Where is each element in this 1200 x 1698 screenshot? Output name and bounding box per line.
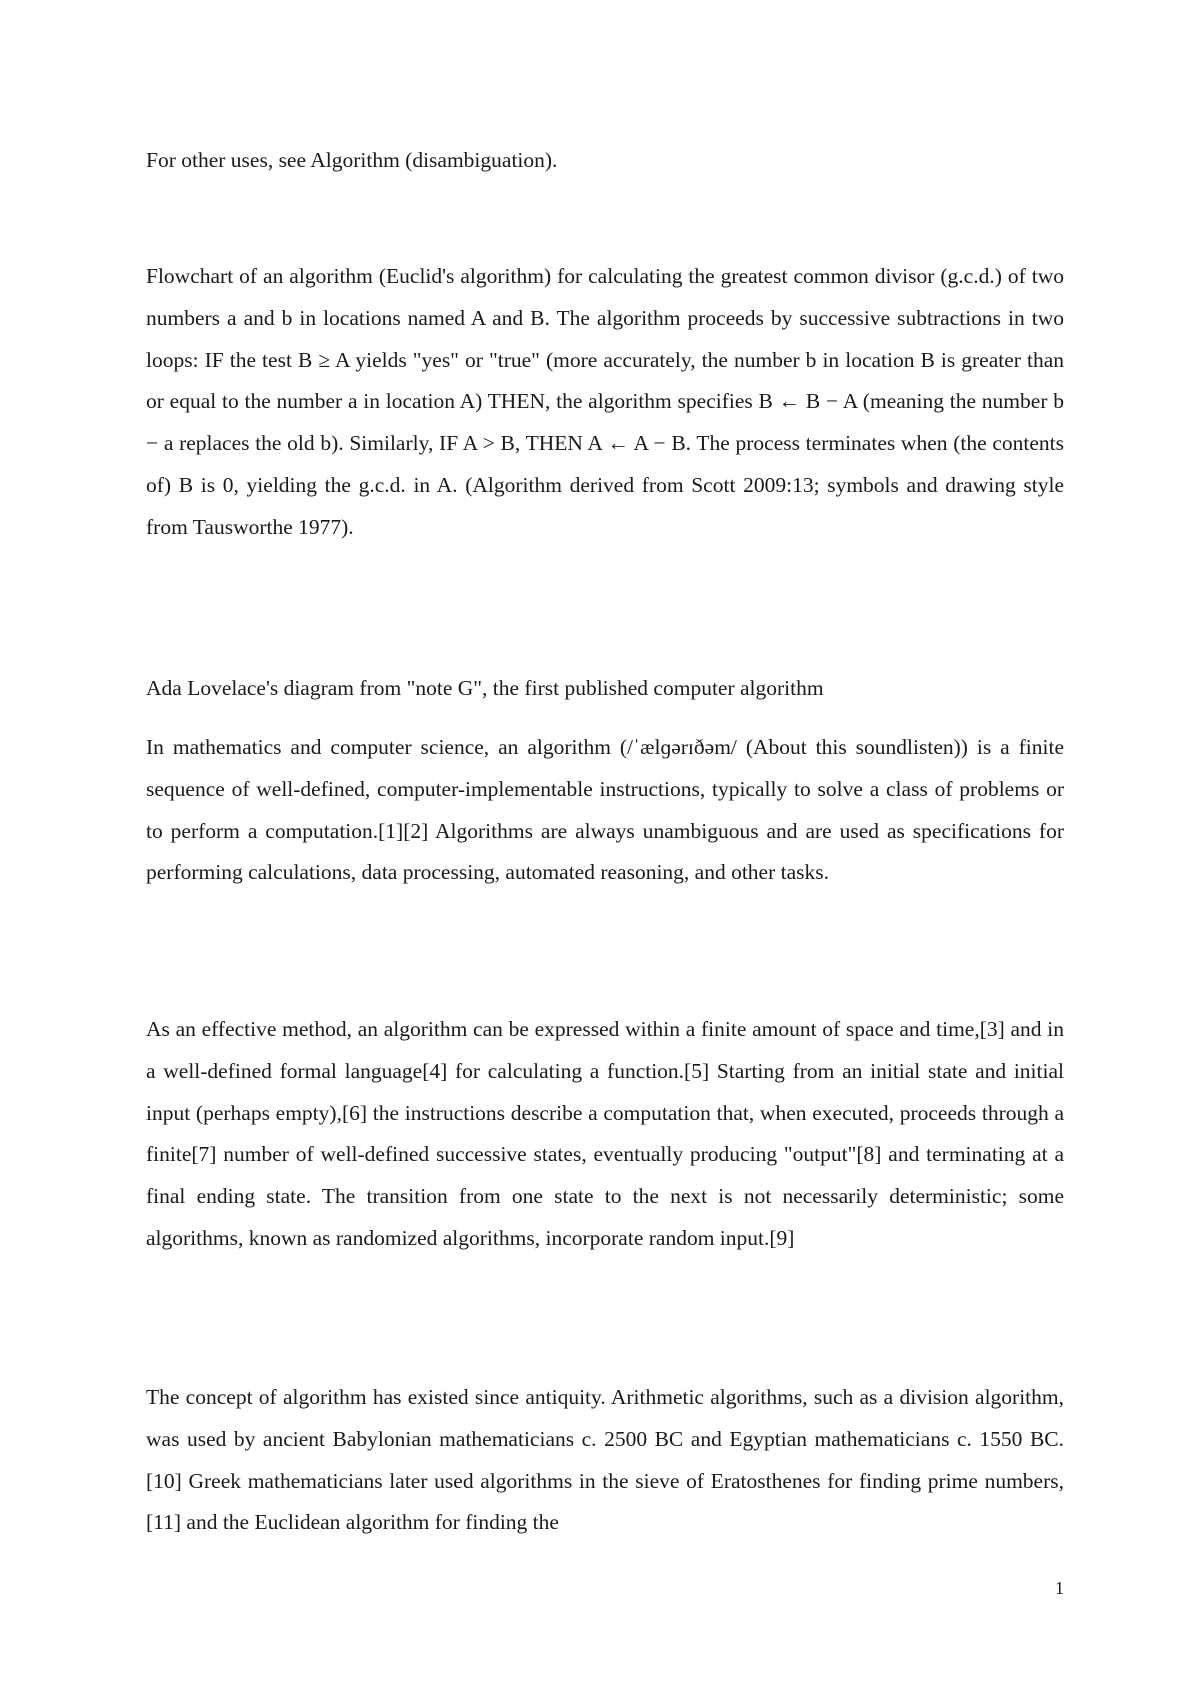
- intro-paragraph: In mathematics and computer science, an algorithm (/ˈælɡərɪðəm/ (About this soundlisten)) is a finite sequence of well-defined, computer-implementable instructions, typically to solve a class of problems or to perform a computation.[1][2] Algorithms are always unambiguous and are used as specifications for performing calculations, data processing, automated reasoning, and other tasks.: [146, 735, 1064, 885]
- ada-lovelace-caption: Ada Lovelace's diagram from "note G", the first published computer algorithm: [146, 676, 824, 700]
- page-number: 1: [1055, 1578, 1064, 1598]
- concept-history-paragraph: The concept of algorithm has existed since antiquity. Arithmetic algorithms, such as a division algorithm, was used by ancient Babylonian mathematicians c. 2500 BC and Egyptian mathematicians c. 1550 BC.[10] Greek mathematicians later used algorithms in the sieve of Eratosthenes for finding prime numbers,[11] and the Euclidean algorithm for finding the: [146, 1385, 1064, 1535]
- effective-method-paragraph: As an effective method, an algorithm can be expressed within a finite amount of space and time,[3] and in a well-defined formal language[4] for calculating a function.[5] Starting from an initial state and initial input (perhaps empty),[6] the instructions describe a computation that, when executed, proceeds through a finite[7] number of well-defined successive states, eventually producing "output"[8] and terminating at a final ending state. The transition from one state to the next is not necessarily deterministic; some algorithms, known as randomized algorithms, incorporate random input.[9]: [146, 1017, 1064, 1250]
- flowchart-caption-paragraph: Flowchart of an algorithm (Euclid's algorithm) for calculating the greatest common divisor (g.c.d.) of two numbers a and b in locations named A and B. The algorithm proceeds by successive subtractions in two loops: IF the test B ≥ A yields "yes" or "true" (more accurately, the number b in location B is greater than or equal to the number a in location A) THEN, the algorithm specifies B ← B − A (meaning the number b − a replaces the old b). Similarly, IF A > B, THEN A ← A − B. The process terminates when (the contents of) B is 0, yielding the g.c.d. in A. (Algorithm derived from Scott 2009:13; symbols and drawing style from Tausworthe 1977).: [146, 264, 1064, 539]
- see-also-note: For other uses, see Algorithm (disambiguation).: [146, 148, 558, 172]
